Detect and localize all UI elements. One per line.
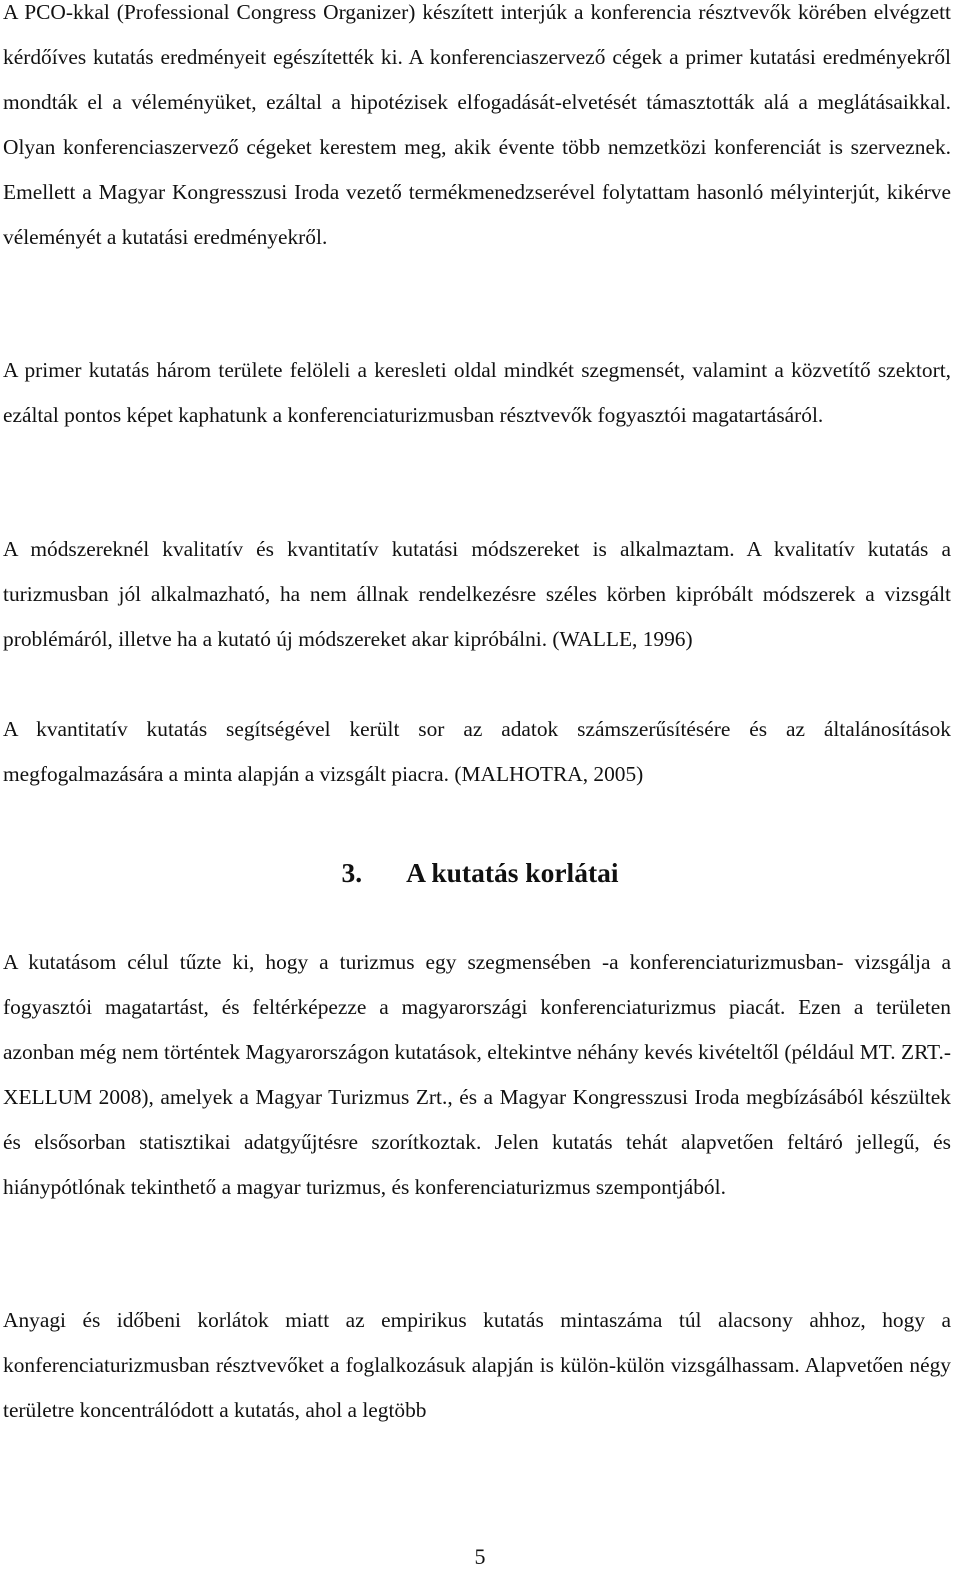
section-number: 3. <box>341 857 363 888</box>
section-heading <box>0 850 960 895</box>
paragraph-pco-interviews: A PCO-kkal (Professional Congress Organizer) készített interjúk a konferencia résztvevők körében elvégzett kérdőíves kutatás eredményeit egészítették ki. A konferenciaszervező cégek a primer kutatási eredményekről mondták el a véleményüket, ezáltal a hipotézisek elfogadását-elvetését támasztották alá a meglátásaikkal. Olyan konferenciaszervező cégeket kerestem meg, akik évente több nemzetközi konferenciát is szerveznek. Emellett a Magyar Kongresszusi Iroda vezető termékmenedzserével folytattam hasonló mélyinterjút, kikérve véleményét a kutatási eredményekről. <box>3 0 951 249</box>
paragraph-research-goals: A kutatásom célul tűzte ki, hogy a turizmus egy szegmensében -a konferenciaturizmusban- vizsgálja a fogyasztói magatartást, és feltérképezze a magyarországi konferenciaturizmus piacát. Ezen a területen azonban még nem történtek Magyarországon kutatások, eltekintve néhány kevés kivételtől (például MT. ZRT.-XELLUM 2008), amelyek a Magyar Turizmus Zrt., és a Magyar Kongresszusi Iroda megbízásából készültek és elsősorban statisztikai adatgyűjtésre szorítkoztak. Jelen kutatás tehát alapvetően feltáró jellegű, és hiánypótlónak tekinthető a magyar turizmus, és konferenciaturizmus szempontjából. <box>3 950 951 1199</box>
paragraph-research-limitations: Anyagi és időbeni korlátok miatt az empirikus kutatás mintaszáma túl alacsony ahhoz, hogy a konferenciaturizmusban résztvevőket a foglalkozásuk alapján is külön-külön vizsgálhassam. Alapvetően négy területre koncentrálódott a kutatás, ahol a legtöbb <box>3 1308 951 1422</box>
paragraph-quantitative-research: A kvantitatív kutatás segítségével került sor az adatok számszerűsítésére és az általánosítások megfogalmazására a minta alapján a vizsgált piacra. (MALHOTRA, 2005) <box>3 717 951 786</box>
paragraph-research-methods: A módszereknél kvalitatív és kvantitatív kutatási módszereket is alkalmaztam. A kvalitatív kutatás a turizmusban jól alkalmazható, ha nem állnak rendelkezésre széles körben kipróbált módszerek a vizsgált problémáról, illetve ha a kutató új módszereket akar kipróbálni. (WALLE, 1996) <box>3 537 951 651</box>
page-number: 5 <box>474 1544 486 1569</box>
paragraph-primary-research-areas: A primer kutatás három területe felöleli a keresleti oldal mindkét szegmensét, valamint a közvetítő szektort, ezáltal pontos képet kaphatunk a konferenciaturizmusban résztvevők fogyasztói magatartásáról. <box>3 358 951 427</box>
section-title: A kutatás korlátai <box>406 857 619 888</box>
